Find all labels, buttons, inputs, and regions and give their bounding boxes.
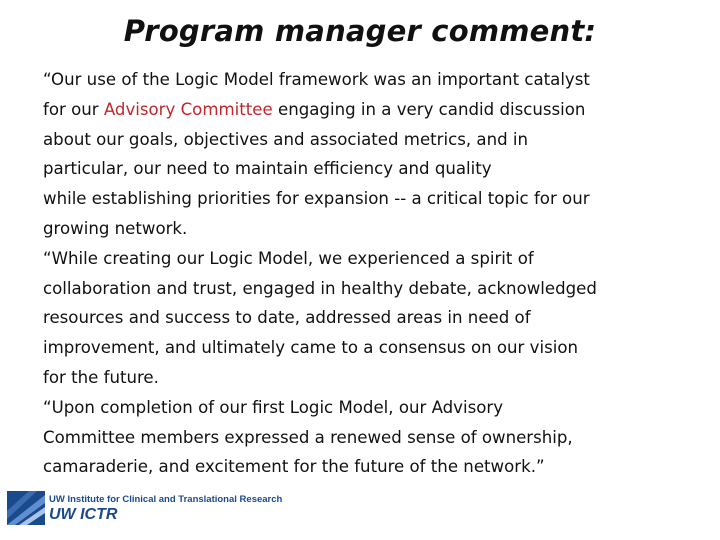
- quote-1-line-6: growing network.: [43, 218, 188, 238]
- quote-1-line-2a: for our: [43, 99, 104, 119]
- quote-1-line-2b: engaging in a very candid discussion: [272, 99, 586, 119]
- uw-ictr-logo: [7, 491, 297, 531]
- ictr-emblem-icon: [7, 491, 45, 525]
- quote-1-line-1: “Our use of the Logic Model framework was an important catalyst: [43, 70, 590, 89]
- comment-body: [43, 65, 703, 482]
- quote-3-line-2: Committee members expressed a renewed sense of ownership,: [43, 427, 573, 447]
- quote-3-line-3: camaraderie, and excitement for the future of the network.”: [43, 457, 545, 477]
- quote-3-line-1: “Upon completion of our first Logic Model, our Advisory: [43, 397, 504, 417]
- logo-brand: UW ICTR: [49, 506, 118, 523]
- quote-2-line-2: collaboration and trust, engaged in healthy debate, acknowledged: [43, 278, 597, 298]
- quote-2-line-3: resources and success to date, addressed areas in need of: [43, 308, 531, 328]
- quote-3: [43, 393, 703, 482]
- quote-1-line-3: about our goals, objectives and associated metrics, and in: [43, 129, 529, 149]
- logo-institute-name: UW Institute for Clinical and Translational Research: [49, 494, 283, 505]
- quote-1-line-4: particular, our need to maintain efficiency and quality: [43, 159, 492, 179]
- advisory-committee-highlight: Advisory Committee: [103, 99, 273, 119]
- slide-title: Program manager comment:: [123, 14, 597, 48]
- quote-2: [43, 244, 703, 393]
- quote-2-line-5: for the future.: [43, 367, 159, 387]
- quote-2-line-4: improvement, and ultimately came to a consensus on our vision: [43, 338, 579, 358]
- quote-1: [43, 65, 703, 244]
- quote-1-line-5: while establishing priorities for expansion -- a critical topic for our: [43, 189, 590, 209]
- quote-2-line-1: “While creating our Logic Model, we experienced a spirit of: [43, 248, 534, 268]
